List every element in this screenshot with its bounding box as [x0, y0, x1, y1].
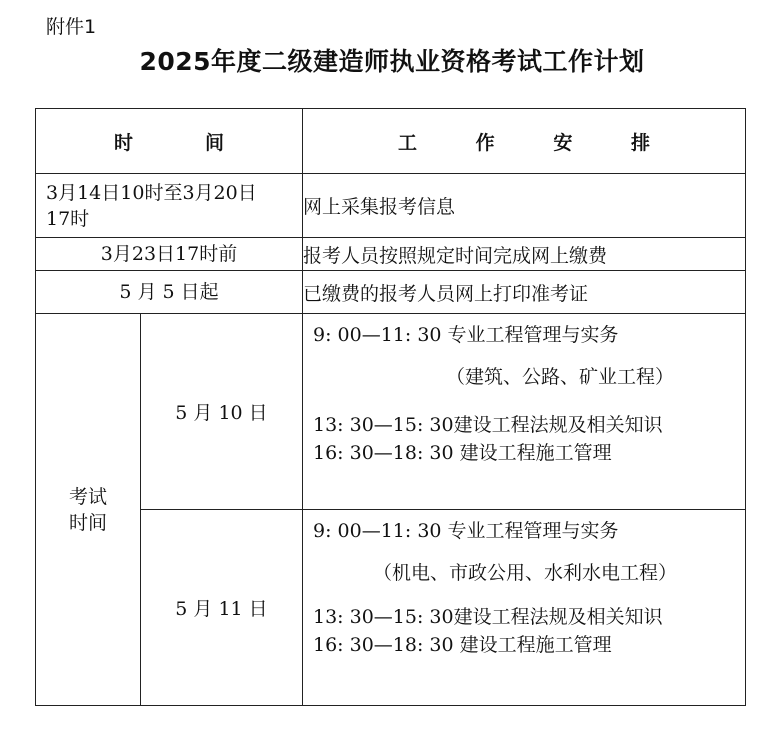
header-time-char: 间	[204, 131, 224, 154]
exam-day-row	[36, 314, 746, 510]
header-work-char: 作	[475, 131, 495, 154]
row-work: 已缴费的报考人员网上打印准考证	[303, 271, 746, 314]
exam-session: 9: 00—11: 30 专业工程管理与实务	[313, 324, 619, 346]
exam-time-label	[36, 314, 141, 706]
header-work	[303, 109, 746, 174]
exam-sessions	[303, 510, 746, 706]
exam-session-subjects: （建筑、公路、矿业工程）	[446, 366, 675, 388]
table-row	[36, 174, 746, 238]
table-header-row	[36, 109, 746, 174]
table-row	[36, 238, 746, 271]
exam-session: 13: 30—15: 30建设工程法规及相关知识	[313, 606, 663, 628]
document-title: 2025年度二级建造师执业资格考试工作计划	[139, 47, 645, 76]
header-work-char: 工	[398, 131, 418, 154]
exam-session: 13: 30—15: 30建设工程法规及相关知识	[313, 414, 663, 436]
header-work-char: 排	[630, 131, 650, 154]
header-work-char: 安	[553, 131, 573, 154]
exam-session-subjects: （机电、市政公用、水利水电工程）	[373, 562, 678, 584]
exam-session: 9: 00—11: 30 专业工程管理与实务	[313, 520, 619, 542]
row-time: 5 月 5 日起	[36, 271, 303, 314]
table-row	[36, 271, 746, 314]
exam-date: 5 月 11 日	[141, 510, 303, 706]
exam-sessions	[303, 314, 746, 510]
header-time-char: 时	[114, 131, 134, 154]
row-work: 报考人员按照规定时间完成网上缴费	[303, 238, 746, 271]
schedule-table	[35, 108, 746, 706]
exam-day-row	[36, 510, 746, 706]
exam-label-line: 时间	[68, 511, 107, 534]
exam-label-line: 考试	[68, 485, 107, 508]
row-work: 网上采集报考信息	[303, 174, 746, 238]
row-time-line: 3月14日10时至3月20日	[46, 181, 257, 204]
exam-session: 16: 30—18: 30 建设工程施工管理	[313, 442, 612, 464]
exam-date: 5 月 10 日	[141, 314, 303, 510]
header-time	[36, 109, 303, 174]
row-time: 3月23日17时前	[36, 238, 303, 271]
exam-session: 16: 30—18: 30 建设工程施工管理	[313, 634, 612, 656]
row-time-line: 17时	[46, 207, 90, 230]
row-time	[36, 174, 303, 238]
attachment-label: 附件1	[46, 16, 97, 38]
